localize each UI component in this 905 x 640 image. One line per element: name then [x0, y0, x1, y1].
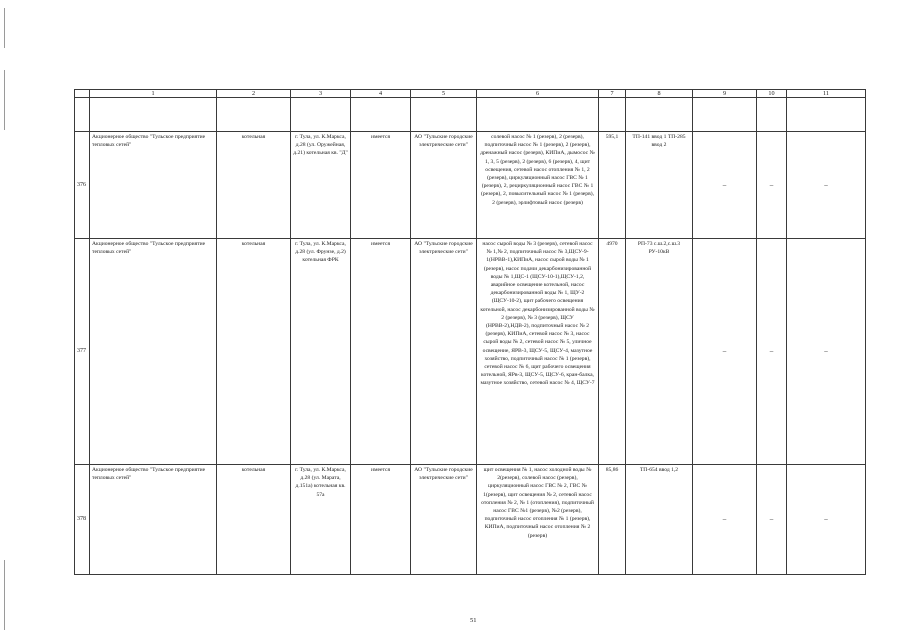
column-number: 5: [411, 90, 477, 98]
address-cell: г. Тула, ул. К.Маркса, д.28 (ул. Фрунзе, д.2) котельная ФРК: [291, 239, 351, 465]
address-cell: г. Тула, ул. К.Маркса, д.28 (ул. Оружейная, д.21) котельная кв. "Д": [291, 132, 351, 239]
column-number: 3: [291, 90, 351, 98]
status-cell: имеется: [351, 239, 411, 465]
table-row: [75, 132, 866, 239]
column-number: 11: [787, 90, 866, 98]
address-cell: г. Тула, ул. К.Маркса, д.28 (ул. Марата, д.151а) котельная кв. 57а: [291, 465, 351, 575]
col9-cell: –: [693, 132, 757, 239]
column-number: 2: [217, 90, 291, 98]
col10-cell: –: [757, 239, 787, 465]
power-cell: 595,1: [599, 132, 626, 239]
equipment-cell: щит освещения № 1, насос холодной воды № 2(резерв), солевой насос (резерв), циркуляционный насос ГВС № 2, ГВС № 1(резерв), щит освещения № 2, сетевой насос отопления № 2, № 1 (отопления), подпиточный насос ГВС №1 (резерв), №2 (резерв), подпиточный насос отопления № 1 (резерв), КИПиА, подпиточный насос отопления № 2 (резерв): [477, 465, 599, 575]
blank-cell: [291, 98, 351, 132]
supplier-cell: АО "Тульские городские электрические сети": [411, 239, 477, 465]
equipment-cell: насос сырой воды № 3 (резерв), сетевой насос № 1,№ 2, подпиточный насос № 3,ЩСУ-9-1(НРВВ-1),КИПиА, насос сырой воды № 1 (резерв), насос подачи декарбонизированной воды № 1,ЩС-1 (ЩСУ-10-1),ЩСУ-1,2, аварийное освещение котельной, насос декарбонизированной воды № 1, ЩУ-2 (ЩСУ-10-2), щит рабочего освещения котельной, насос декарбонизированной воды № 2 (резерв), № 3 (резерв), ЩСУ (НРВВ-2),НДВ-2), подпиточный насос № 2 (резерв), КИПиА, сетевой насос № 3, насос сырой воды № 2, сетевой насос № 5, уличное освещение, ЯРВ-3, ЩСУ-5, ЩСУ-4, мазутное хозяйство, подпиточный насос № 1 (резерв), сетевой насос № 6, щит рабочего освещения котельной, ЯРв-3, ЩСУ-5, ЩСУ-6, кран-балка, мазутное хозяйство, сетевой насос № 4, ЩСУ-7: [477, 239, 599, 465]
blank-cell: [411, 98, 477, 132]
column-number: 9: [693, 90, 757, 98]
supplier-cell: АО "Тульские городские электрические сети": [411, 465, 477, 575]
col9-cell: –: [693, 239, 757, 465]
blank-cell: [599, 98, 626, 132]
column-number: 7: [599, 90, 626, 98]
column-number: 4: [351, 90, 411, 98]
feed-cell: ТП-654 ввод 1,2: [626, 465, 693, 575]
power-cell: 85,86: [599, 465, 626, 575]
blank-cell: [90, 98, 217, 132]
blank-cell: [477, 98, 599, 132]
row-number: 377: [75, 239, 90, 465]
blank-cell: [351, 98, 411, 132]
col11-cell: –: [787, 239, 866, 465]
page-number: 51: [470, 617, 477, 624]
type-cell: котельная: [217, 465, 291, 575]
blank-cell: [217, 98, 291, 132]
header-corner: [75, 90, 90, 98]
column-number: 1: [90, 90, 217, 98]
col10-cell: –: [757, 132, 787, 239]
feed-cell: ТП-141 ввод 1 ТП-285 ввод 2: [626, 132, 693, 239]
organization-cell: Акционерное общество "Тульское предприятие тепловых сетей": [90, 465, 217, 575]
equipment-cell: солевой насос № 1 (резерв), 2 (резерв), подпиточный насос № 1 (резерв), 2 (резерв), дренажный насос (резерв), КИПиА, дымосос № 1, 3, 5 (резерв), 2 (резерв), 6 (резерв), 4, щит освещения, сетевой насос отопления № 1, 2 (резерв), циркуляционный насос ГВС № 1 (резерв), 2, рециркуляционный насос ГВС № 1 (резерв), 2, повысительный насос № 1 (резерв), 2 (резерв), эрлифтовый насос (резерв): [477, 132, 599, 239]
binding-margin-mark: [4, 70, 5, 130]
row-number: 376: [75, 132, 90, 239]
col11-cell: –: [787, 132, 866, 239]
column-number: 10: [757, 90, 787, 98]
power-cell: 4970: [599, 239, 626, 465]
blank-cell: [757, 98, 787, 132]
register-table: [74, 89, 866, 575]
column-number: 6: [477, 90, 599, 98]
table-row: [75, 465, 866, 575]
status-cell: имеется: [351, 465, 411, 575]
blank-row: [75, 98, 866, 132]
organization-cell: Акционерное общество "Тульское предприятие тепловых сетей": [90, 132, 217, 239]
column-number: 8: [626, 90, 693, 98]
type-cell: котельная: [217, 239, 291, 465]
table-row: [75, 239, 866, 465]
blank-cell: [787, 98, 866, 132]
col9-cell: –: [693, 465, 757, 575]
type-cell: котельная: [217, 132, 291, 239]
blank-cell: [693, 98, 757, 132]
binding-margin-mark: [4, 560, 5, 630]
row-number: 378: [75, 465, 90, 575]
col11-cell: –: [787, 465, 866, 575]
supplier-cell: АО "Тульские городские электрические сети": [411, 132, 477, 239]
feed-cell: РП-73 с.ш.2,с.ш.3 РУ-10кВ: [626, 239, 693, 465]
column-number-row: [75, 90, 866, 98]
organization-cell: Акционерное общество "Тульское предприятие тепловых сетей": [90, 239, 217, 465]
blank-cell: [75, 98, 90, 132]
col10-cell: –: [757, 465, 787, 575]
binding-margin-mark: [4, 8, 5, 48]
blank-cell: [626, 98, 693, 132]
status-cell: имеется: [351, 132, 411, 239]
